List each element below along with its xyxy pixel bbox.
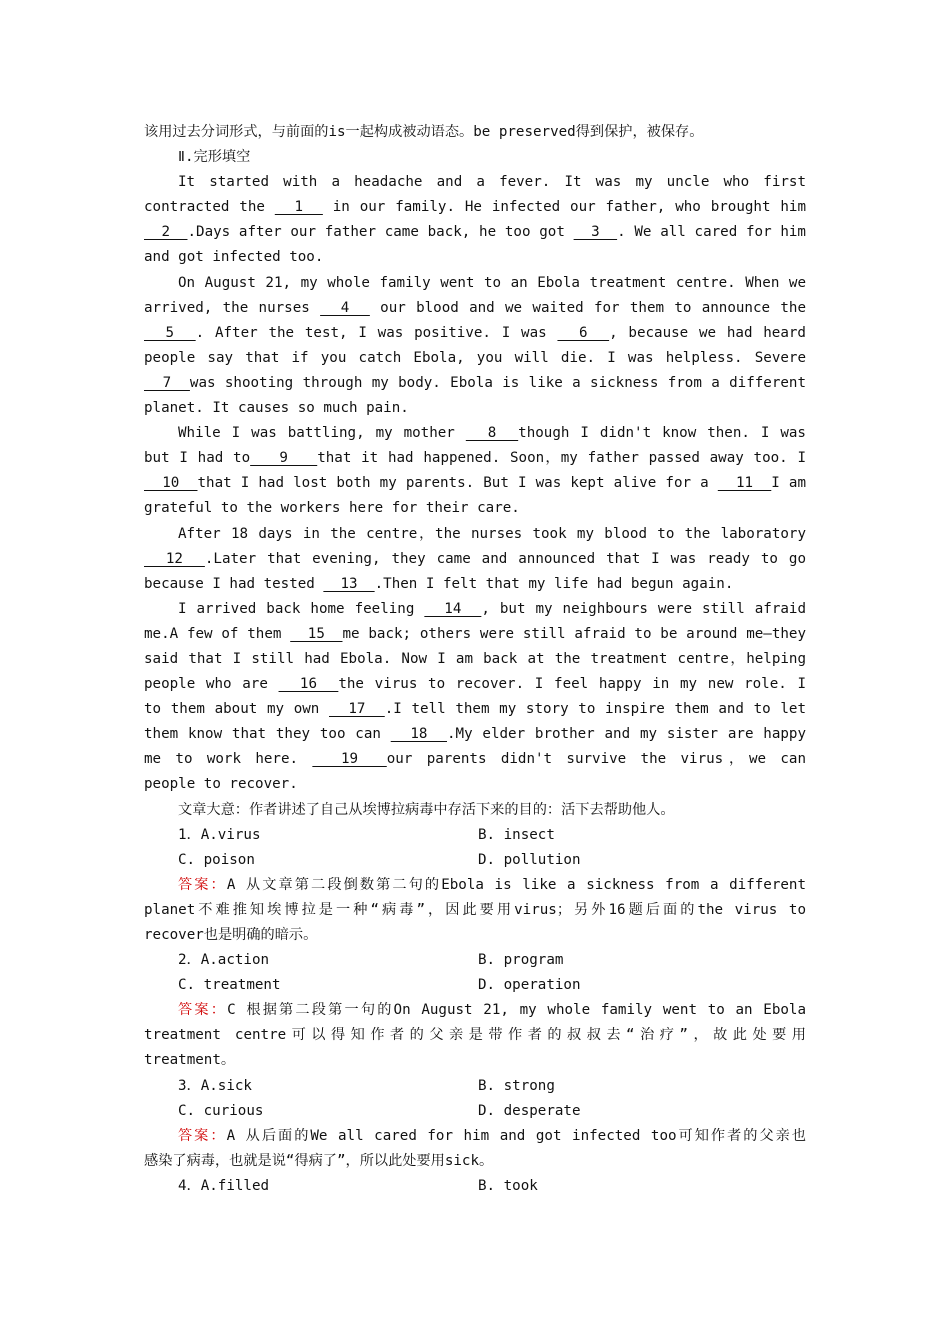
passage-line: and got infected too. — [144, 249, 324, 266]
answer-line: 答案：A 从文章第二段倒数第二句的Ebola is like a sickness from a different — [178, 876, 806, 893]
option-right: B. took — [478, 1177, 538, 1194]
option-row — [144, 973, 806, 998]
blank: 2 — [144, 224, 188, 241]
blank: 12 — [144, 550, 205, 567]
blank: 19 — [312, 751, 387, 768]
option-left: C. treatment — [178, 977, 281, 994]
blank: 4 — [320, 299, 370, 316]
answer-line: 答案：A 从后面的We all cared for him and got infected too可知作者的父亲也 — [178, 1127, 806, 1144]
document-page — [144, 120, 806, 1199]
blank: 1 — [274, 199, 323, 216]
option-left: 3．A.sick — [178, 1077, 252, 1094]
blank: 16 — [278, 676, 339, 693]
blank: 11 — [717, 475, 772, 492]
passage-line: said that I still had Ebola. Now I am back at the treatment centre，helping — [144, 650, 806, 667]
passage-line: to them about my own 17 .I tell them my story to inspire them and to let — [144, 701, 806, 718]
answer-line: recover也是明确的暗示。 — [144, 927, 318, 943]
document-content — [144, 120, 806, 1199]
passage-line: me.A few of them 15 me back; others were still afraid to be around me—they — [144, 625, 806, 642]
answer-line: 答案：C 根据第二段第一句的On August 21, my whole family went to an Ebola — [178, 1002, 806, 1019]
option-row — [144, 823, 806, 848]
blank: 9 — [250, 450, 318, 467]
option-right: D. operation — [478, 977, 581, 994]
passage-line: 7 was shooting through my body. Ebola is like a sickness from a different — [144, 374, 806, 391]
blank: 15 — [290, 625, 343, 642]
blank: 17 — [329, 701, 385, 718]
passage-line: arrived, the nurses 4 our blood and we waited for them to announce the — [144, 299, 806, 316]
passage-line: people say that if you catch Ebola, you will die. I was helpless. Severe — [144, 349, 806, 366]
passage-line: 12 .Later that evening, they came and announced that I was ready to go — [144, 550, 806, 567]
passage-line: them know that they too can 18 .My elder brother and my sister are happy — [144, 726, 806, 743]
answer-line: treatment。 — [144, 1052, 236, 1069]
option-row — [144, 848, 806, 873]
option-row — [144, 948, 806, 973]
option-right: D. desperate — [478, 1102, 581, 1119]
passage-line: contracted the 1 in our family. He infected our father, who brought him — [144, 199, 806, 216]
intro-line: 该用过去分词形式，与前面的is一起构成被动语态。be preserved得到保护，被保存。 — [144, 124, 704, 140]
option-right: B. program — [478, 952, 564, 969]
passage-line: 5 . After the test, I was positive. I was 6 , because we had heard — [144, 324, 806, 341]
passage-line: 2 .Days after our father came back, he too got 3 . We all cared for him — [144, 224, 806, 241]
passage-line: but I had to 9 that it had happened. Soon，my father passed away too. I — [144, 450, 806, 467]
blank: 3 — [573, 224, 618, 241]
option-row — [144, 1174, 806, 1199]
option-left: 4．A.filled — [178, 1177, 270, 1194]
passage-line: After 18 days in the centre，the nurses took my blood to the laboratory — [178, 525, 806, 542]
blank: 10 — [144, 475, 198, 492]
option-left: 1．A.virus — [178, 826, 261, 843]
passage-line: planet. It causes so much pain. — [144, 400, 409, 417]
option-left: 2．A.action — [178, 952, 270, 969]
passage-line: grateful to the workers here for their care. — [144, 500, 520, 517]
passage-line: On August 21, my whole family went to an Ebola treatment centre. When we — [178, 274, 806, 291]
blank: 13 — [323, 575, 375, 592]
answer-line: planet不难推知埃博拉是一种“病毒”，因此要用virus；另外16题后面的the virus to — [144, 901, 806, 918]
blank: 7 — [144, 374, 190, 391]
summary-line: 文章大意：作者讲述了自己从埃博拉病毒中存活下来的目的：活下去帮助他人。 — [178, 801, 675, 818]
passage-line: I arrived back home feeling 14 , but my neighbours were still afraid — [178, 600, 806, 617]
answer-label: 答案： — [178, 1127, 227, 1144]
passage-line: While I was battling, my mother 8 though I didn't know then. I was — [178, 425, 806, 442]
option-left: C. poison — [178, 851, 255, 868]
option-row — [144, 1074, 806, 1099]
passage-line: me to work here. 19 our parents didn't survive the virus，we can — [144, 751, 806, 768]
blank: 14 — [424, 600, 482, 617]
section-title: Ⅱ.完形填空 — [178, 149, 251, 166]
option-row — [144, 1099, 806, 1124]
answer-label: 答案： — [178, 876, 227, 893]
blank: 18 — [390, 726, 447, 743]
passage-line: people who are 16 the virus to recover. I feel happy in my new role. I — [144, 676, 806, 693]
answer-line: treatment centre可以得知作者的父亲是带作者的叔叔去“治疗”，故此处要用 — [144, 1027, 806, 1044]
blank: 6 — [557, 324, 610, 341]
answer-line: 感染了病毒，也就是说“得病了”，所以此处要用sick。 — [144, 1152, 494, 1169]
passage-line: people to recover. — [144, 776, 298, 793]
passage-line: because I had tested 13 .Then I felt that my life had begun again. — [144, 575, 734, 592]
answer-label: 答案： — [178, 1002, 228, 1019]
option-right: B. strong — [478, 1077, 555, 1094]
option-right: D. pollution — [478, 851, 581, 868]
blank: 8 — [465, 425, 519, 442]
passage-line: It started with a headache and a fever. It was my uncle who first — [178, 174, 806, 191]
option-left: C. curious — [178, 1102, 264, 1119]
blank: 5 — [144, 324, 196, 341]
passage-line: 10 that I had lost both my parents. But I was kept alive for a 11 I am — [144, 475, 806, 492]
option-right: B. insect — [478, 826, 555, 843]
